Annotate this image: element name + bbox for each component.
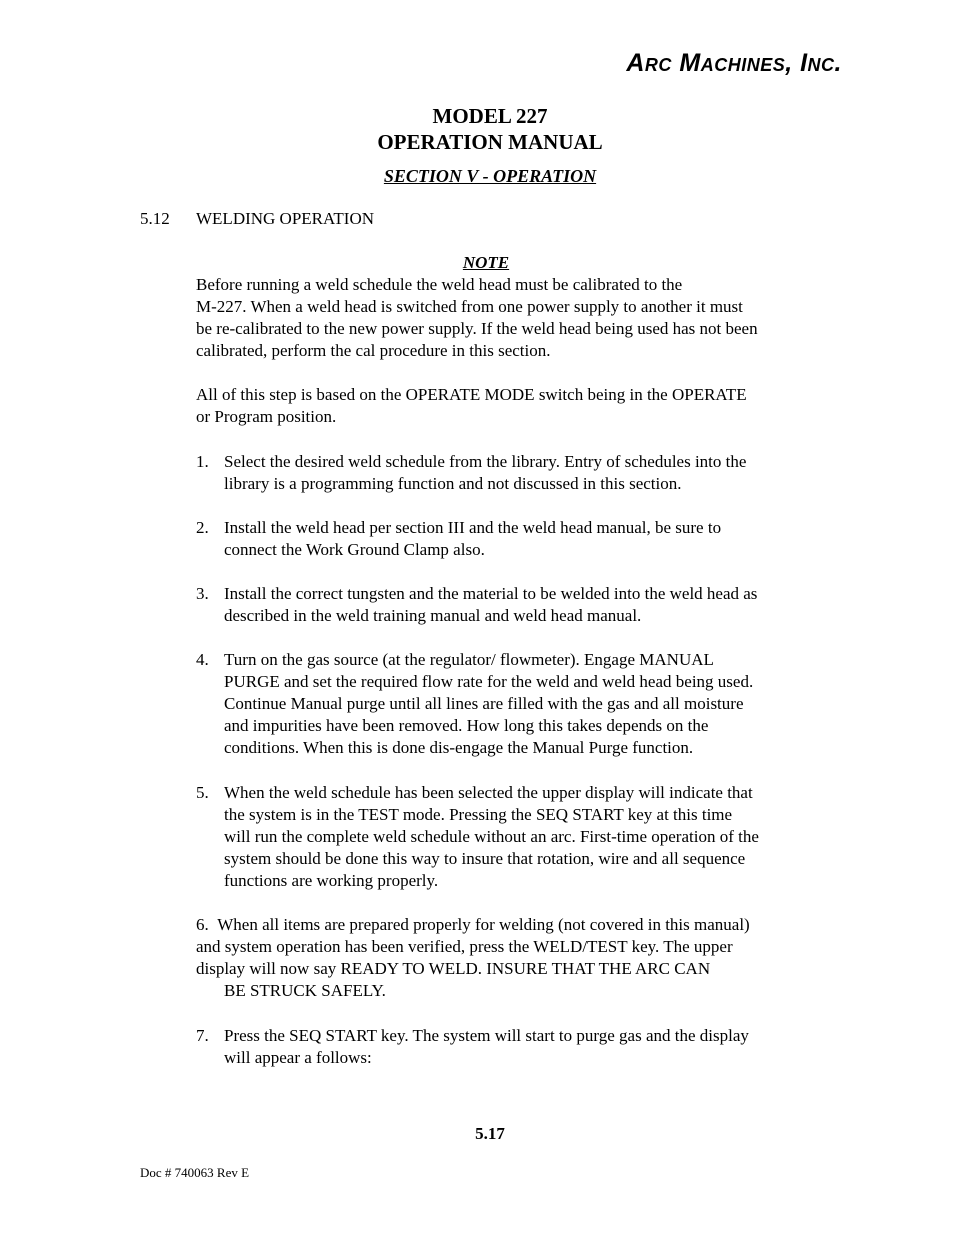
note-line: M-227. When a weld head is switched from one power supply to another it must bbox=[196, 297, 743, 316]
step-number: 7. bbox=[196, 1026, 209, 1045]
note-line: calibrated, perform the cal procedure in this section. bbox=[196, 341, 551, 360]
step-line: Install the correct tungsten and the material to be welded into the weld head as bbox=[224, 584, 758, 603]
subsection-title: WELDING OPERATION bbox=[196, 209, 375, 228]
step-7 bbox=[196, 1025, 836, 1069]
step-line: PURGE and set the required flow rate for the weld and weld head being used. bbox=[224, 672, 754, 691]
step-line: the system is in the TEST mode. Pressing the SEQ START key at this time bbox=[224, 805, 733, 824]
step-line: system should be done this way to insure that rotation, wire and all sequence bbox=[224, 849, 746, 868]
section-title: SECTION V - OPERATION bbox=[383, 166, 597, 186]
step-2 bbox=[196, 517, 836, 561]
step-line: Turn on the gas source (at the regulator/ flowmeter). Engage MANUAL bbox=[224, 650, 714, 669]
page-number: 5.17 bbox=[475, 1124, 505, 1143]
note-text bbox=[196, 274, 836, 362]
step-1 bbox=[196, 451, 836, 495]
step-line: Select the desired weld schedule from the library. Entry of schedules into the bbox=[224, 452, 747, 471]
step-line: will run the complete weld schedule without an arc. First-time operation of the bbox=[224, 827, 759, 846]
step-line: Press the SEQ START key. The system will start to purge gas and the display bbox=[224, 1026, 749, 1045]
company-logo: Arc Machines, Inc. bbox=[626, 49, 842, 77]
step-line-text: When all items are prepared properly for welding (not covered in this manual) bbox=[217, 915, 750, 934]
step-3 bbox=[196, 583, 836, 627]
step-5 bbox=[196, 782, 836, 892]
step-number: 5. bbox=[196, 783, 209, 802]
note-label: NOTE bbox=[462, 253, 510, 272]
step-number: 6. bbox=[196, 915, 209, 934]
step-line: conditions. When this is done dis-engage the Manual Purge function. bbox=[224, 738, 694, 757]
step-line: described in the weld training manual and weld head manual. bbox=[224, 606, 642, 625]
note-line: be re-calibrated to the new power supply. If the weld head being used has not been bbox=[196, 319, 758, 338]
step-6 bbox=[196, 914, 826, 1002]
step-line: will appear a follows: bbox=[224, 1048, 372, 1067]
intro-line: All of this step is based on the OPERATE MODE switch being in the OPERATE bbox=[196, 385, 747, 404]
step-line: Install the weld head per section III and the weld head manual, be sure to bbox=[224, 518, 722, 537]
manual-title: OPERATION MANUAL bbox=[377, 130, 603, 154]
step-line: When the weld schedule has been selected the upper display will indicate that bbox=[224, 783, 753, 802]
step-line: library is a programming function and not discussed in this section. bbox=[224, 474, 682, 493]
manual-model-title: MODEL 227 bbox=[432, 104, 548, 128]
step-line bbox=[196, 914, 826, 936]
step-line: display will now say READY TO WELD. INSURE THAT THE ARC CAN bbox=[196, 959, 711, 978]
step-line: connect the Work Ground Clamp also. bbox=[224, 540, 485, 559]
intro-paragraph bbox=[196, 384, 836, 428]
step-line: BE STRUCK SAFELY. bbox=[224, 981, 386, 1000]
document-number: Doc # 740063 Rev E bbox=[140, 1165, 250, 1180]
step-number: 3. bbox=[196, 584, 209, 603]
note-line: Before running a weld schedule the weld head must be calibrated to the bbox=[196, 275, 683, 294]
step-line: Continue Manual purge until all lines are filled with the gas and all moisture bbox=[224, 694, 744, 713]
step-number: 2. bbox=[196, 518, 209, 537]
intro-line: or Program position. bbox=[196, 407, 337, 426]
step-line: and system operation has been verified, press the WELD/TEST key. The upper bbox=[196, 937, 733, 956]
step-4 bbox=[196, 649, 836, 759]
step-line: functions are working properly. bbox=[224, 871, 439, 890]
step-number: 1. bbox=[196, 452, 209, 471]
subsection-number: 5.12 bbox=[140, 209, 170, 228]
step-line: and impurities have been removed. How long this takes depends on the bbox=[224, 716, 709, 735]
step-number: 4. bbox=[196, 650, 209, 669]
